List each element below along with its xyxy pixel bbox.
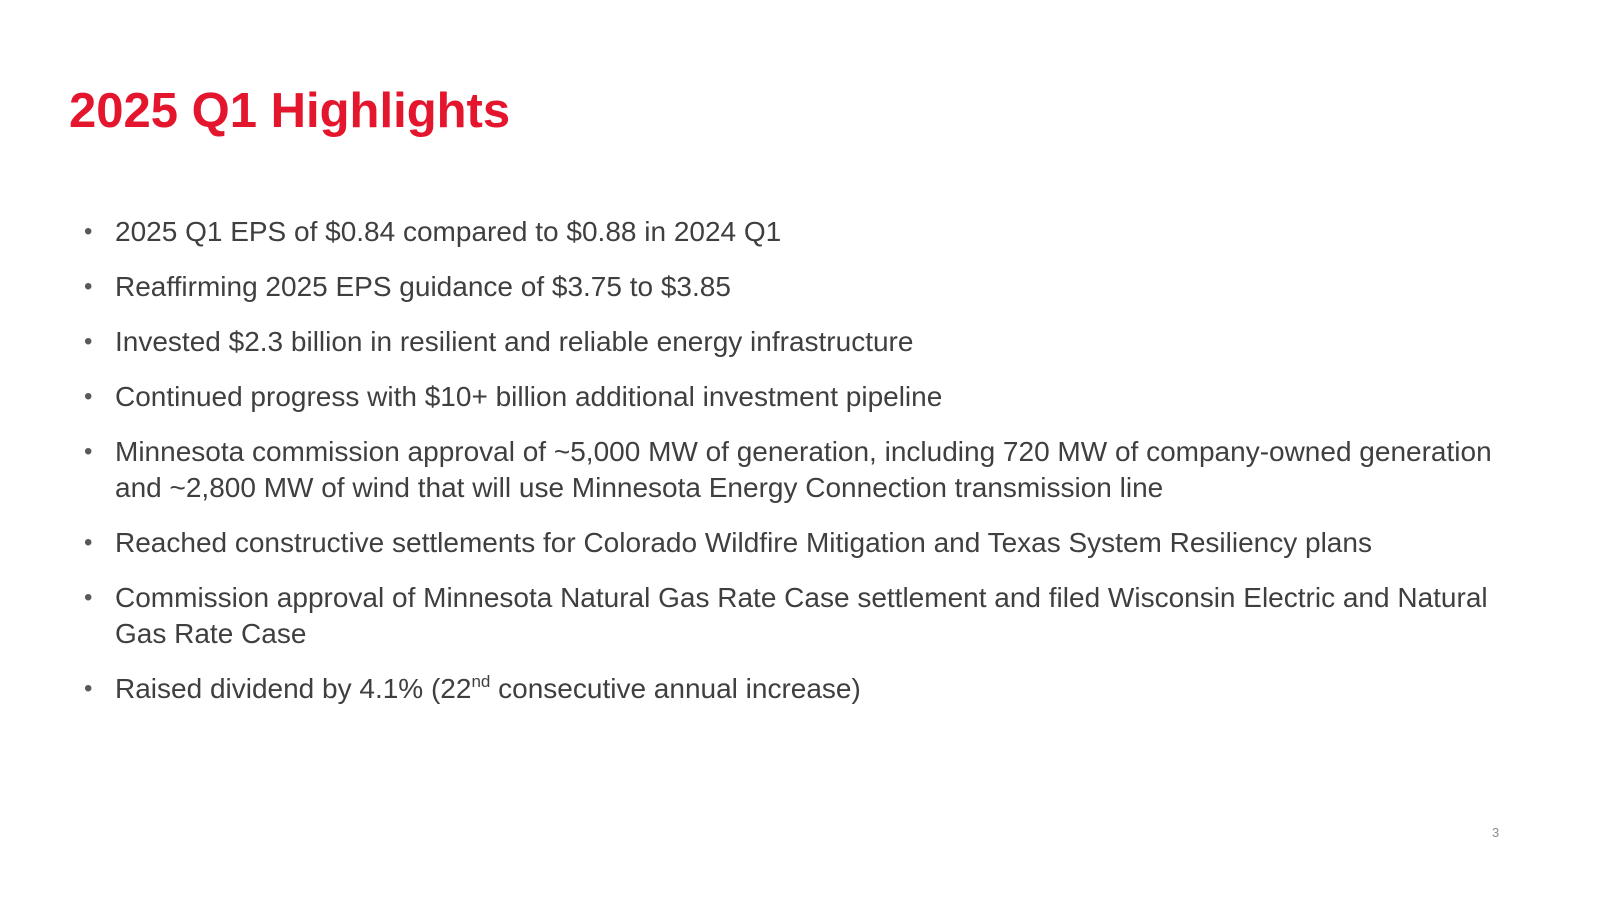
list-item	[84, 324, 1504, 360]
bullet-text: Minnesota commission approval of ~5,000 MW of generation, including 720 MW of company-owned generation and ~2,800 MW of wind that will use Minnesota Energy Connection transmission line	[115, 436, 1492, 503]
bullet-text: Reaffirming 2025 EPS guidance of $3.75 to $3.85	[115, 271, 731, 302]
list-item	[84, 671, 1504, 707]
bullet-text: Reached constructive settlements for Colorado Wildfire Mitigation and Texas System Resiliency plans	[115, 527, 1372, 558]
list-item	[84, 379, 1504, 415]
bullet-text-before: Raised dividend by 4.1% (22	[115, 673, 472, 704]
bullet-dot-icon: •	[84, 675, 93, 702]
bullet-dot-icon: •	[84, 438, 93, 465]
bullet-dot-icon: •	[84, 584, 93, 611]
ordinal-superscript: nd	[471, 672, 491, 691]
list-item	[84, 525, 1504, 561]
bullet-dot-icon: •	[84, 218, 93, 245]
list-item	[84, 434, 1504, 506]
bullet-text: Invested $2.3 billion in resilient and reliable energy infrastructure	[115, 326, 914, 357]
list-item	[84, 269, 1504, 305]
bullet-dot-icon: •	[84, 383, 93, 410]
bullet-text	[115, 673, 861, 704]
page-number: 3	[1492, 825, 1500, 840]
bullet-text: Continued progress with $10+ billion additional investment pipeline	[115, 381, 943, 412]
slide-title: 2025 Q1 Highlights	[69, 84, 511, 138]
list-item	[84, 580, 1504, 652]
bullet-dot-icon: •	[84, 273, 93, 300]
bullet-text: 2025 Q1 EPS of $0.84 compared to $0.88 in 2024 Q1	[115, 216, 782, 247]
bullet-dot-icon: •	[84, 529, 93, 556]
bullet-dot-icon: •	[84, 328, 93, 355]
highlights-list	[84, 214, 1504, 726]
bullet-text: Commission approval of Minnesota Natural Gas Rate Case settlement and filed Wisconsin Electric and Natural Gas Rate Case	[115, 582, 1488, 649]
bullet-text-after: consecutive annual increase)	[490, 673, 861, 704]
list-item	[84, 214, 1504, 250]
